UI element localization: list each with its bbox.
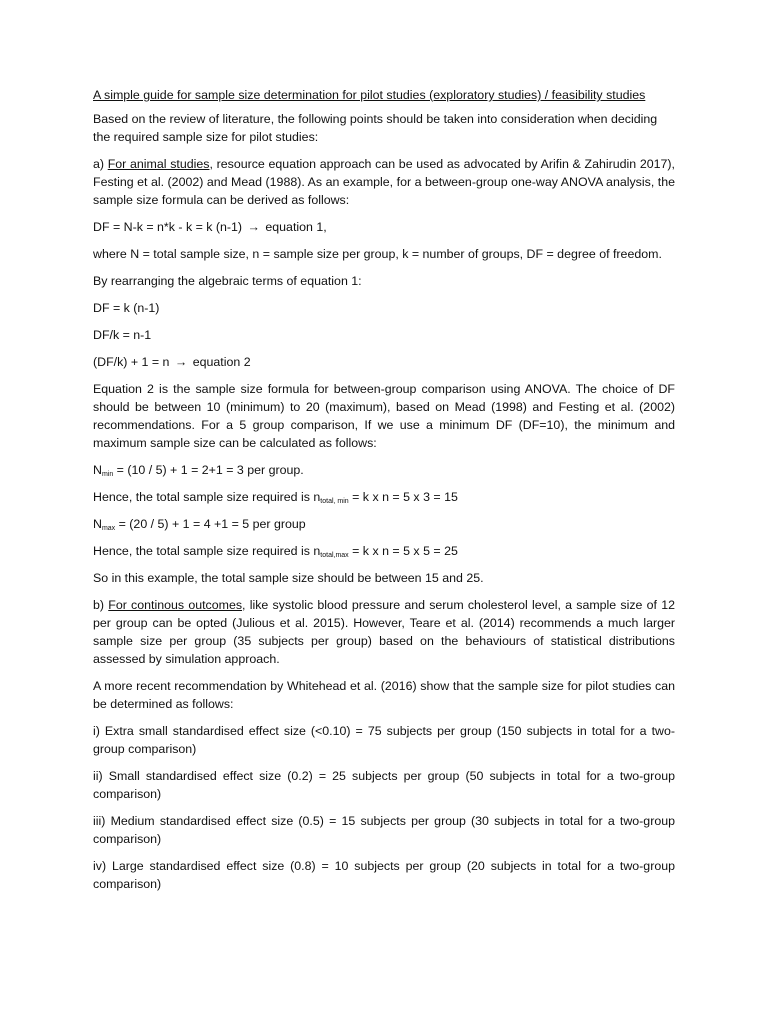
right-arrow-icon: → bbox=[247, 220, 260, 234]
where-paragraph: where N = total sample size, n = sample size per group, k = number of groups, DF = degree of freedom. bbox=[93, 247, 662, 261]
equation-1-label: equation 1, bbox=[265, 220, 327, 234]
n-max-subscript: max bbox=[101, 525, 116, 532]
total-max-text: Hence, the total sample size required is n bbox=[93, 544, 321, 558]
equation-1 bbox=[93, 218, 675, 236]
n-symbol: N bbox=[93, 463, 102, 477]
equation-2-label: equation 2 bbox=[192, 355, 251, 369]
n-min-text: = (10 / 5) + 1 = 2+1 = 3 per group. bbox=[113, 463, 304, 477]
n-min-line bbox=[93, 461, 675, 479]
derivation-step-2: DF/k = n-1 bbox=[93, 328, 152, 342]
n-symbol: N bbox=[93, 517, 102, 531]
list-item: i) Extra small standardised effect size (<0.10) = 75 subjects per group (150 subjects in total for a two-group comparison) bbox=[93, 724, 675, 756]
n-min-subscript: min bbox=[101, 471, 114, 478]
conclusion-line: So in this example, the total sample size should be between 15 and 25. bbox=[93, 571, 484, 585]
animal-studies-text: , resource equation approach can be used as advocated by Arifin & Zahirudin 2017), Festing et al. (2002) and Mead (1988). As an example, for a between-group one-way ANOVA analysis, the sample size formula can be derived as follows: bbox=[93, 157, 675, 207]
n-max-text: = (20 / 5) + 1 = 4 +1 = 5 per group bbox=[115, 517, 306, 531]
continuous-outcomes-heading: For continous outcomes bbox=[108, 598, 243, 612]
equation-2 bbox=[93, 353, 675, 371]
list-item: iv) Large standardised effect size (0.8) = 10 subjects per group (20 subjects in total for a two-group comparison) bbox=[93, 859, 675, 891]
whitehead-paragraph: A more recent recommendation by Whitehead et al. (2016) show that the sample size for pilot studies can be determined as follows: bbox=[93, 679, 675, 711]
total-min-subscript: total, min bbox=[320, 498, 349, 505]
list-item: iii) Medium standardised effect size (0.5) = 15 subjects per group (30 subjects in total for a two-group comparison) bbox=[93, 814, 675, 846]
list-item: ii) Small standardised effect size (0.2) = 25 subjects per group (50 subjects in total for a two-group comparison) bbox=[93, 769, 675, 801]
intro-paragraph: Based on the review of literature, the following points should be taken into consideration when deciding the required sample size for pilot studies: bbox=[93, 112, 658, 144]
total-max-subscript: total,max bbox=[320, 552, 349, 559]
document-page bbox=[93, 86, 675, 902]
equation-1-text: DF = N-k = n*k - k = k (n-1) bbox=[93, 220, 243, 234]
total-min-result: = k x n = 5 x 3 = 15 bbox=[348, 490, 458, 504]
document-title: A simple guide for sample size determination for pilot studies (exploratory studies) / feasibility studies bbox=[93, 88, 646, 102]
equation-2-text: (DF/k) + 1 = n bbox=[93, 355, 170, 369]
n-max-line bbox=[93, 515, 675, 533]
total-max-line bbox=[93, 542, 675, 560]
continuous-outcomes-paragraph bbox=[93, 596, 675, 668]
equation-2-description: Equation 2 is the sample size formula for between-group comparison using ANOVA. The choice of DF should be between 10 (minimum) to 20 (maximum), based on Mead (1998) and Festing et al. (2002) recommendations. For a 5 group comparison, If we use a minimum DF (DF=10), the minimum and maximum sample size can be calculated as follows: bbox=[93, 382, 675, 450]
total-max-result: = k x n = 5 x 5 = 25 bbox=[348, 544, 458, 558]
rearrange-paragraph: By rearranging the algebraic terms of equation 1: bbox=[93, 274, 362, 288]
total-min-text: Hence, the total sample size required is n bbox=[93, 490, 321, 504]
continuous-outcomes-text: , like systolic blood pressure and serum cholesterol level, a sample size of 12 per group can be opted (Julious et al. 2015). However, Teare et al. (2014) recommends a much larger sample size per group (35 subjects per group) based on the behaviours of statistical distributions assessed by simulation approach. bbox=[93, 598, 676, 666]
total-min-line bbox=[93, 488, 675, 506]
item-prefix: b) bbox=[93, 598, 109, 612]
animal-studies-heading: For animal studies bbox=[107, 157, 210, 171]
right-arrow-icon: → bbox=[174, 355, 188, 369]
item-prefix: a) bbox=[93, 157, 108, 171]
derivation-step-1: DF = k (n-1) bbox=[93, 301, 160, 315]
animal-studies-paragraph bbox=[93, 155, 675, 209]
